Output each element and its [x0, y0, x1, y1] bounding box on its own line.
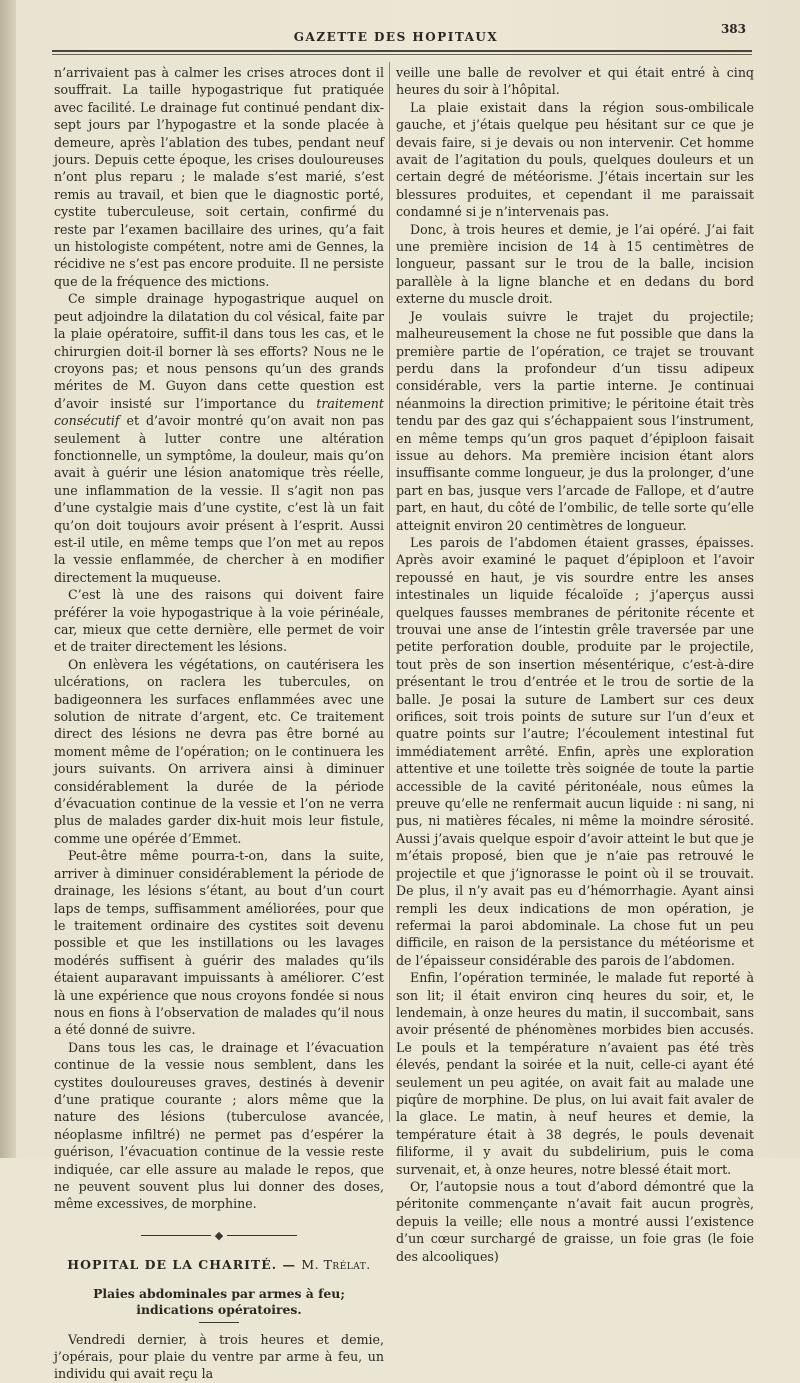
section-ornament: ◆ — [54, 1227, 384, 1244]
paragraph: veille une balle de revolver et qui était entré à cinq heures du soir à l’hôpital. — [396, 65, 754, 98]
header-rule-thin — [52, 54, 752, 55]
paragraph: Dans tous les cas, le drainage et l’évacuation continue de la vessie nous semblent, dans les cystites douloureuses graves, destinés à devenir d’une pratique courante ; alors même que la nature des lésions (tuberculose avancée, néoplasme infiltré) ne permet pas d’espérer la guérison, l’évacuation continue de la vessie reste indiquée, car elle assure au malade le repos, que ne peuvent souvent plus lui donner des doses, même excessives, de morphine. — [54, 1039, 384, 1212]
section-subtitle-text: Plaies abdominales par armes à feu; indications opératoires. — [93, 1285, 345, 1317]
paragraph: Enfin, l’opération terminée, le malade fut reporté à son lit; il était environ cinq heures du soir, et, le lendemain, à onze heures du matin, il succombait, sans avoir présenté de phénomènes morbides bien accusés. Le pouls et la température n’avaient pas été très élevés, pendant la soirée et la nuit, celle-ci ayant été seulement un peu agitée, on avait fait au malade une piqûre de morphine. De plus, on lui avait fait avaler de la glace. Le matin, à neuf heures et demie, la température était à 38 degrés, le pouls devenait filiforme, il y avait du subdelirium, puis le coma survenait, et, à onze heures, notre blessé était mort. — [396, 970, 754, 1177]
section-title — [54, 1256, 384, 1273]
page-spine — [0, 0, 16, 1158]
paragraph: Les parois de l’abdomen étaient grasses, épaisses. Après avoir examiné le paquet d’épiploon et l’avoir repoussé en haut, je vis sourdre entre les anses intestinales un liquide fécaloïde ; j’aperçus aussi quelques fausses membranes de péritonite récente et trouvai une anse de l’intestin grêle traversée par une petite perforation double, produite par le projectile, tout près de son insertion mésentérique, c’est-à-dire présentant le trou d’entrée et le trou de sortie de la balle. Je posai la suture de Lambert sur ces deux orifices, soit trois points de suture sur l’un d’eux et quatre points sur l’autre; l’écoulement intestinal fut immédiatement arrêté. Enfin, après une exploration attentive et une toilette très soignée de toute la partie accessible de la cavité péritonéale, nous eûmes la preuve qu’elle ne renfermait aucun liquide : ni sang, ni pus, ni matières fécales, ni même la moindre sérosité. Aussi j’avais quelque espoir d’avoir atteint le but que je m’étais proposé, bien que je n’aie pas retrouvé le projectile et que j’ignorasse le point où il se trouvait. De plus, il n’y avait pas eu d’hémorrhagie. Ayant ainsi rempli les deux indications de mon opération, je refermai la paroi abdominale. La chose fut un peu difficile, en raison de la persistance du météorisme et de l’épaisseur considérable des parois de l’abdomen. — [396, 534, 754, 968]
section-author: M. Trélat. — [301, 1257, 371, 1273]
paragraph: Donc, à trois heures et demie, je l’ai opéré. J’ai fait une première incision de 14 à 15 centimètres de longueur, passant sur le trou de la balle, incision parallèle à la ligne blanche et en dedans du bord externe du muscle droit. — [396, 221, 754, 307]
paragraph-text: et d’avoir montré qu’on avait non pas seulement à lutter contre une altération fonctionnelle, un symptôme, la douleur, mais qu’on avait à guérir une lésion anatomique très réelle, une inflammation de la vessie. Il s’agit non pas d’une cystalgie mais d’une cystite, c’est là un fait qu’on doit toujours avoir présent à l’esprit. Aussi est-il utile, en même temps que l’on met au repos la vessie enflammée, de chercher à en modifier directement la muqueuse. — [54, 413, 384, 585]
header-rule — [52, 50, 752, 52]
paragraph: Peut-être même pourra-t-on, dans la suite, arriver à diminuer considérablement la période de drainage, les lésions s’étant, au bout d’un court laps de temps, suffisamment améliorées, pour que le traitement ordinaire des cystites soit devenu possible et que les instillations ou les lavages modérés suffisent à guérir des malades qu’ils étaient auparavant impuissants à améliorer. C’est là une expérience que nous croyons fondée si nous nous en fions à l’observation de malades qu’il nous a été donné de suivre. — [54, 848, 384, 1038]
paragraph: Je voulais suivre le trajet du projectile; malheureusement la chose ne fut possible que dans la première partie de l’opération, ce trajet se trouvant perdu dans la profondeur d’un tissu adipeux considérable, vers la partie interne. Je continuai néanmoins la direction primitive; le péritoine était très tendu par des gaz qui s’échappaient sous l’instrument, en même temps qu’un gros paquet d’épiploon faisait issue au dehors. Ma première incision étant alors insuffisante comme longueur, je dus la prolonger, d’une part en bas, jusque vers l’arcade de Fallope, et d’autre part, en haut, du côté de l’ombilic, de telle sorte qu’elle atteignit environ 20 centimètres de longueur. — [396, 308, 754, 533]
right-column — [396, 64, 754, 1265]
subtitle-rule — [199, 1322, 239, 1323]
paragraph: La plaie existait dans la région sous-ombilicale gauche, et j’étais quelque peu hésitant sur ce que je devais faire, si je devais ou non intervenir. Cet homme avait de l’agitation du pouls, quelques douleurs et un certain degré de météorisme. J’étais incertain sur les blessures produites, et cependant il me paraissait condamné si je n’intervenais pas. — [396, 99, 754, 220]
paragraph — [54, 290, 384, 586]
section-subtitle — [54, 1286, 384, 1323]
page-number: 383 — [720, 22, 746, 36]
running-title: GAZETTE DES HOPITAUX — [293, 30, 499, 44]
column-divider — [389, 62, 390, 1122]
italic-term: traitement consécutif — [54, 395, 384, 429]
section-hospital: HOPITAL DE LA CHARITÉ. — — [67, 1257, 296, 1273]
paragraph: n’arrivaient pas à calmer les crises atroces dont il souffrait. La taille hypogastrique fut pratiquée avec facilité. Le drainage fut continué pendant dix-sept jours par l’hypogastre et la sonde placée à demeure, après l’ablation des tubes, pendant neuf jours. Depuis cette époque, les crises douloureuses n’ont plus reparu ; le malade s’est marié, s’est remis au travail, et bien que le diagnostic porté, cystite tuberculeuse, soit certain, confirmé du reste par l’examen bacillaire des urines, qu’a fait un histologiste compétent, notre ami de Gennes, la récidive ne s’est pas encore produite. Il ne persiste que de la fréquence des mictions. — [54, 65, 384, 289]
paragraph: C’est là une des raisons qui doivent faire préférer la voie hypogastrique à la voie périnéale, car, mieux que cette dernière, elle permet de voir et de traiter directement les lésions. — [54, 587, 384, 655]
page-header — [40, 22, 752, 50]
paragraph: On enlèvera les végétations, on cautérisera les ulcérations, on raclera les tubercules, on badigeonnera les surfaces enflammées avec une solution de nitrate d’argent, etc. Ce traitement direct des lésions ne devra pas être borné au moment même de l’opération; on le continuera les jours suivants. On arrivera ainsi à diminuer considérablement la durée de la période d’évacuation continue de la vessie et l’on ne verra plus de malades garder dix-huit mois leur fistule, comme une opérée d’Emmet. — [54, 656, 384, 846]
paragraph: Vendredi dernier, à trois heures et demie, j’opérais, pour plaie du ventre par arme à feu, un individu qui avait reçu la — [54, 1331, 384, 1382]
left-column — [54, 64, 384, 1383]
paragraph-text: Ce simple drainage hypogastrique auquel on peut adjoindre la dilatation du col vésical, faite par la plaie opératoire, suffit-il dans tous les cas, et le chirurgien doit-il borner là ses efforts? Nous ne le croyons pas; et nous pensons qu’un des grands mérites de M. Guyon dans cette question est d’avoir insisté sur l’importance du — [54, 291, 384, 411]
paragraph: Or, l’autopsie nous a tout d’abord démontré que la péritonite commençante n’avait fait aucun progrès, depuis la veille; elle nous a montré aussi l’existence d’un cœur surchargé de graisse, un foie gras (le foie des alcooliques) — [396, 1179, 754, 1264]
